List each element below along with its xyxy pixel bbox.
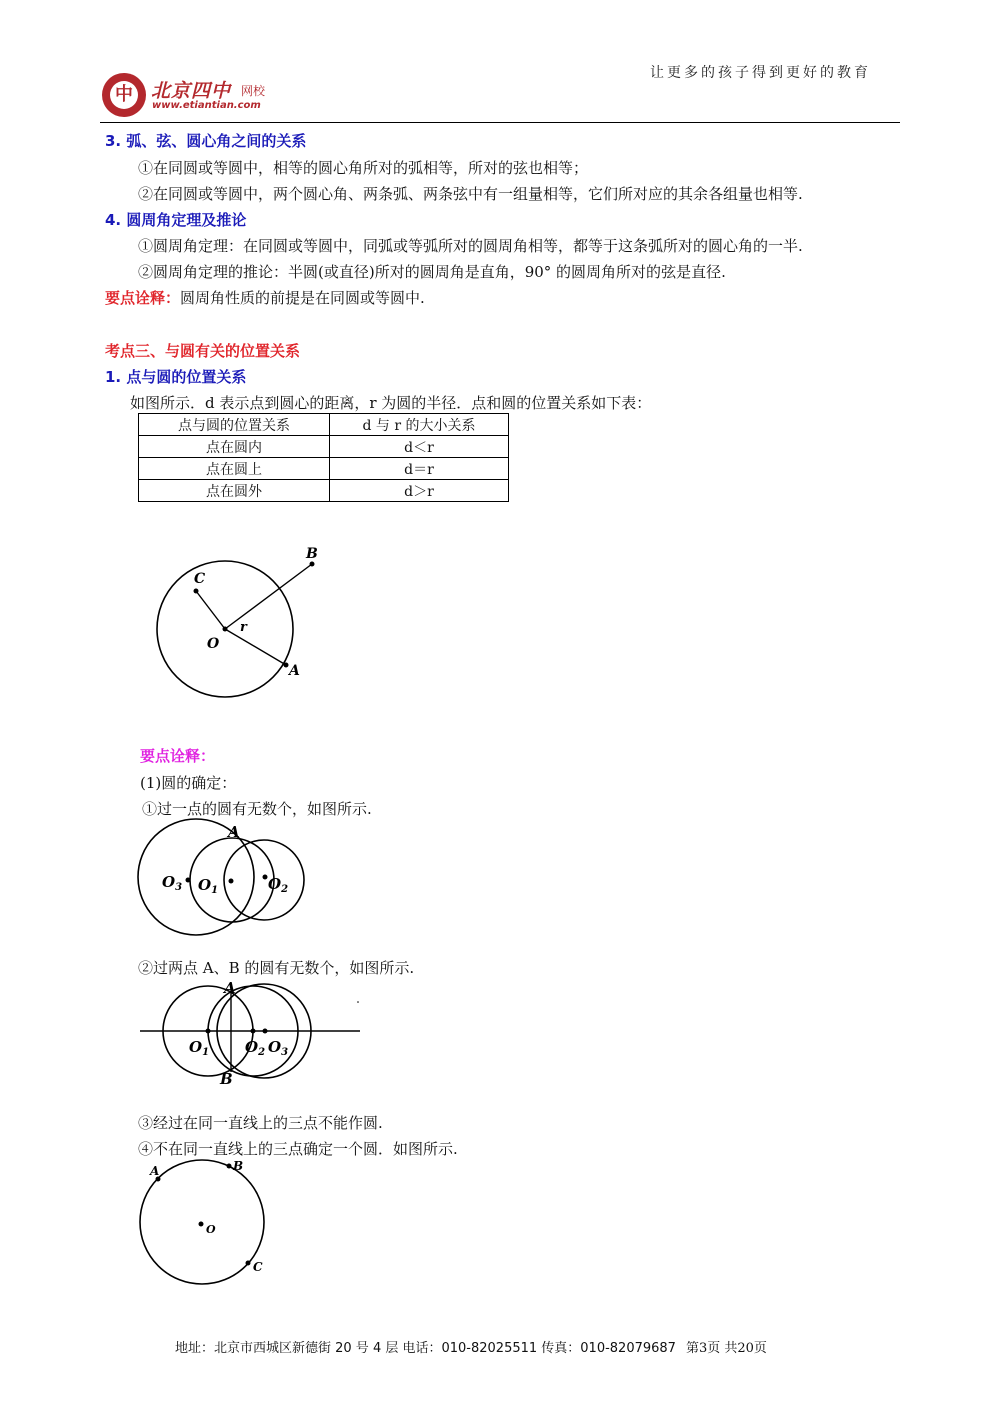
notes-sub: (1)圆的确定： bbox=[140, 774, 237, 792]
table-cell: d＞r bbox=[330, 480, 509, 502]
notes-item-1: ①过一点的圆有无数个，如图所示. bbox=[142, 800, 372, 818]
figure3-label-o2: $O_2$ bbox=[245, 1038, 266, 1058]
figure1-label-b: B bbox=[306, 546, 318, 562]
figure3-label-a: A bbox=[224, 979, 236, 997]
footer bbox=[175, 1337, 767, 1356]
figure2-label-o3: $O_3$ bbox=[162, 873, 183, 893]
notes-item-4: ④不在同一直线上的三点确定一个圆．如图所示. bbox=[138, 1140, 458, 1158]
table-header-cell: d 与 r 的大小关系 bbox=[330, 414, 509, 436]
sec3-item-1: ①在同圆或等圆中，相等的圆心角所对的弧相等，所对的弦也相等； bbox=[138, 159, 589, 177]
figure4-point-c bbox=[246, 1261, 251, 1266]
table-cell: 点在圆外 bbox=[139, 480, 330, 502]
notes-item-3: ③经过在同一直线上的三点不能作圆. bbox=[138, 1114, 383, 1132]
figure3-label-o3: $O_3$ bbox=[268, 1038, 289, 1058]
point3-title: 考点三、与圆有关的位置关系 bbox=[105, 342, 301, 360]
table-cell: d＜r bbox=[330, 436, 509, 458]
figure1-label-a: A bbox=[289, 663, 300, 679]
sec3-title: 3. 弧、弦、圆心角之间的关系 bbox=[105, 132, 307, 150]
school-logo-icon: 中 bbox=[102, 73, 146, 117]
logo-sub: 网校 bbox=[241, 84, 266, 98]
footer-page: 第3页 共20页 bbox=[685, 1341, 767, 1356]
notes-label: 要点诠释： bbox=[140, 747, 216, 765]
logo-name: 北京四中 bbox=[151, 80, 232, 102]
figure1-label-o: O bbox=[207, 636, 220, 652]
sec3-item-2: ②在同圆或等圆中，两个圆心角、两条弧、两条弦中有一组量相等，它们所对应的其余各组量也相等. bbox=[138, 185, 803, 203]
figure4-label-b: B bbox=[233, 1159, 244, 1173]
point3-sub1-title: 1. 点与圆的位置关系 bbox=[105, 368, 247, 386]
table-cell: 点在圆内 bbox=[139, 436, 330, 458]
sec4-title: 4. 圆周角定理及推论 bbox=[105, 211, 247, 229]
figure4-point-o bbox=[199, 1222, 204, 1227]
figure3-label-o1: $O_1$ bbox=[189, 1038, 210, 1058]
notes-item-2: ②过两点 A、B 的圆有无数个，如图所示. bbox=[138, 959, 415, 977]
table-header-cell: 点与圆的位置关系 bbox=[139, 414, 330, 436]
figure1-label-c: C bbox=[194, 571, 206, 587]
sec4-item-1: ①圆周角定理：在同圆或等圆中，同弧或等弧所对的圆周角相等，都等于这条弧所对的圆心角的一半. bbox=[138, 237, 803, 255]
sec4-note-label: 要点诠释： bbox=[105, 289, 181, 307]
footer-address: 地址：北京市西城区新德街 20 号 4 层 电话：010-82025511 传真：010-82079687 bbox=[175, 1341, 676, 1356]
table-cell: d＝r bbox=[330, 458, 509, 480]
figure4-label-a: A bbox=[150, 1164, 160, 1178]
point3-intro: 如图所示．d 表示点到圆心的距离，r 为圆的半径．点和圆的位置关系如下表： bbox=[130, 394, 652, 412]
figure4-label-o: O bbox=[206, 1223, 216, 1236]
figure2-label-o2: $O_2$ bbox=[268, 875, 289, 895]
figure3-label-b: B bbox=[220, 1070, 233, 1088]
figure1-label-r: r bbox=[240, 620, 247, 635]
figure4-point-b bbox=[227, 1164, 232, 1169]
logo-url: www.etiantian.com bbox=[152, 100, 261, 111]
figure2-label-a: A bbox=[228, 823, 240, 841]
header-slogan: 让更多的孩子得到更好的教育 bbox=[650, 65, 871, 81]
figure4-label-c: C bbox=[253, 1260, 263, 1274]
figure2-label-o1: $O_1$ bbox=[198, 876, 219, 896]
sec4-note-text: 圆周角性质的前提是在同圆或等圆中. bbox=[180, 289, 425, 307]
sec4-item-2: ②圆周角定理的推论：半圆(或直径)所对的圆周角是直角，90° 的圆周角所对的弦是直径. bbox=[138, 263, 726, 281]
table-cell: 点在圆上 bbox=[139, 458, 330, 480]
